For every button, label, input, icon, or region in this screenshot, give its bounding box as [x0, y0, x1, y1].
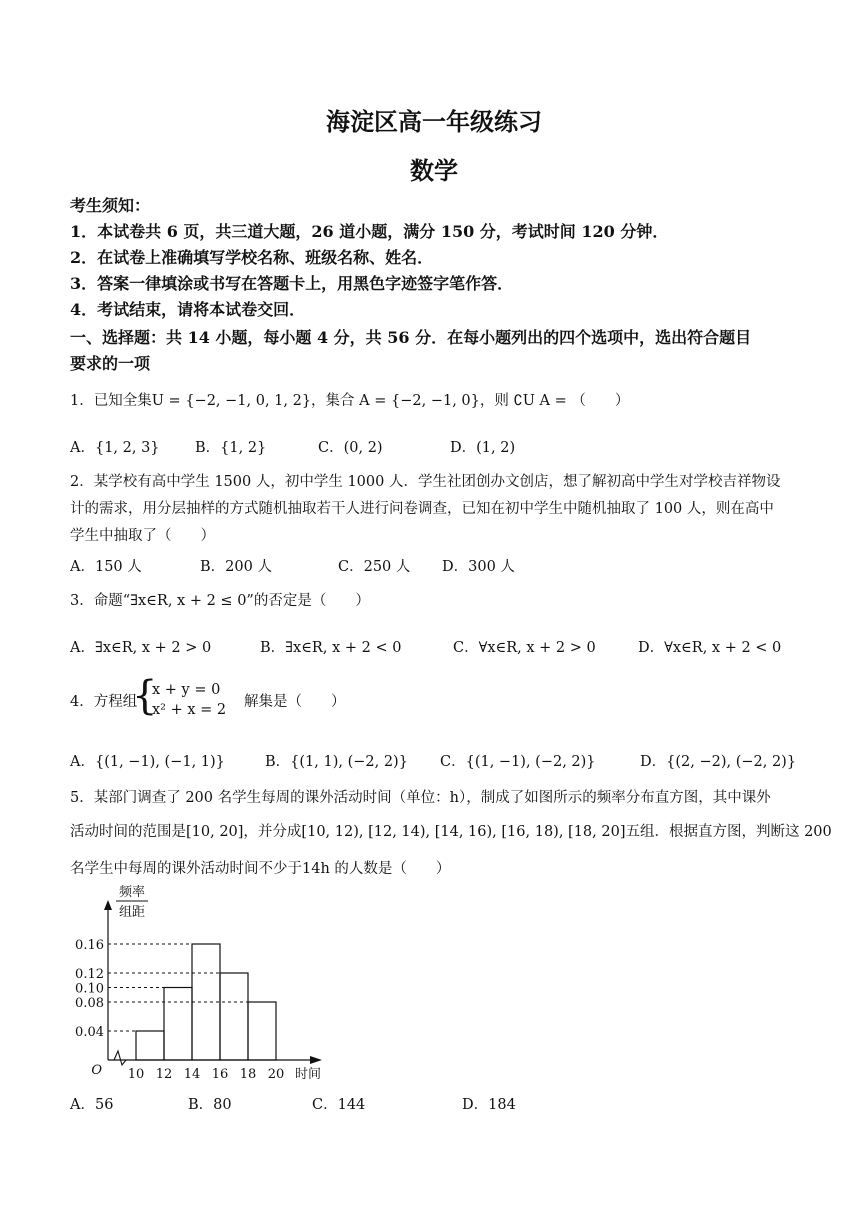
y-tick-label-1: 0.08: [75, 996, 104, 1011]
q4-option-a[interactable]: A．{(1, −1), (−1, 1)}: [70, 754, 225, 770]
y-axis-arrow: [104, 900, 112, 910]
x-axis-label: 时间: [294, 1067, 322, 1082]
q2-stem-line2: 计的需求，用分层抽样的方式随机抽取若干人进行问卷调查，已知在初中学生中随机抽取了 100 人，则在高中: [70, 501, 774, 517]
histogram-bar-4: [248, 1002, 276, 1060]
y-tick-label-4: 0.16: [75, 938, 104, 953]
q3-option-a[interactable]: A．∃x∈R, x + 2 > 0: [70, 640, 212, 656]
q2-option-c[interactable]: C．250 人: [338, 559, 411, 575]
q5-option-d[interactable]: D．184: [462, 1097, 516, 1113]
q2-option-b[interactable]: B．200 人: [200, 559, 272, 575]
notice-item-3: 3．答案一律填涂或书写在答题卡上，用黑色字迹签字笔作答．: [70, 274, 514, 293]
y-tick-label-3: 0.12: [75, 967, 104, 982]
q1-option-b[interactable]: B．{1, 2}: [195, 440, 267, 456]
q5-option-c[interactable]: C．144: [312, 1097, 366, 1113]
q3-option-b[interactable]: B．∃x∈R, x + 2 < 0: [260, 640, 402, 656]
y-axis-label-bottom: 组距: [118, 905, 146, 920]
q4-equation-2: x² + x = 2: [152, 702, 227, 718]
axis-break-mark: [114, 1051, 126, 1065]
q4-brace: {: [132, 673, 158, 719]
q5-stem-line3: 名学生中每周的课外活动时间不少于14h 的人数是（ ）: [70, 861, 451, 877]
y-tick-label-2: 0.10: [75, 981, 104, 997]
q3-option-d[interactable]: D．∀x∈R, x + 2 < 0: [638, 640, 782, 656]
q1-option-c[interactable]: C．(0, 2): [318, 440, 383, 456]
y-tick-label-0: 0.04: [75, 1025, 104, 1040]
x-tick-label-2: 14: [183, 1067, 201, 1082]
q2-option-a[interactable]: A．150 人: [70, 559, 142, 575]
q5-option-a[interactable]: A．56: [70, 1097, 114, 1113]
histogram-axes: [104, 900, 322, 1065]
q2-stem-line3: 学生中抽取了（ ）: [70, 528, 215, 544]
q4-option-d[interactable]: D．{(2, −2), (−2, 2)}: [640, 754, 797, 770]
section-heading-line2: 要求的一项: [70, 354, 151, 373]
histogram-bar-1: [164, 988, 192, 1061]
x-axis-arrow: [310, 1056, 322, 1064]
q3-stem: 3．命题“∃x∈R, x + 2 ≤ 0”的否定是（ ）: [70, 593, 370, 609]
histogram-labels: [75, 884, 321, 1082]
q1-option-d[interactable]: D．(1, 2): [450, 440, 516, 456]
q2-option-d[interactable]: D．300 人: [442, 559, 515, 575]
q4-option-b[interactable]: B．{(1, 1), (−2, 2)}: [265, 754, 408, 770]
x-tick-label-1: 12: [155, 1067, 173, 1082]
origin-label: O: [91, 1063, 102, 1078]
exam-title: 海淀区高一年级练习: [326, 107, 542, 136]
notice-heading: 考生须知：: [70, 196, 151, 215]
notice-item-1: 1．本试卷共 6 页，共三道大题，26 道小题，满分 150 分，考试时间 120 分钟．: [70, 222, 669, 241]
q1-option-a[interactable]: A．{1, 2, 3}: [70, 440, 160, 456]
histogram-bar-0: [136, 1031, 164, 1060]
q3-option-c[interactable]: C．∀x∈R, x + 2 > 0: [453, 640, 596, 656]
x-tick-label-3: 16: [211, 1067, 229, 1082]
q5-stem-line1: 5．某部门调查了 200 名学生每周的课外活动时间（单位：h），制成了如图所示的频率分布直方图，其中课外: [70, 790, 771, 806]
histogram-bar-3: [220, 973, 248, 1060]
y-axis-label-top: 频率: [118, 885, 146, 900]
q5-stem-line2: 活动时间的范围是[10, 20]，并分成[10, 12), [12, 14), [14, 16), [16, 18), [18, 20]五组．根据直方图，判断这 200: [70, 824, 832, 840]
q4-equation-1: x + y = 0: [152, 682, 221, 698]
q4-suffix: 解集是（ ）: [244, 694, 346, 710]
notice-item-4: 4．考试结束，请将本试卷交回．: [70, 300, 306, 319]
q4-prefix: 4．方程组: [70, 694, 138, 710]
q5-option-b[interactable]: B．80: [188, 1097, 232, 1113]
frequency-histogram: [60, 880, 340, 1085]
x-tick-label-0: 10: [127, 1067, 145, 1082]
notice-item-2: 2．在试卷上准确填写学校名称、班级名称、姓名．: [70, 248, 434, 267]
section-heading-line1: 一、选择题：共 14 小题，每小题 4 分，共 56 分．在每小题列出的四个选项中，选出符合题目: [70, 328, 752, 347]
x-tick-label-4: 18: [239, 1067, 257, 1082]
q4-equation-system: [132, 673, 227, 720]
q4-option-c[interactable]: C．{(1, −1), (−2, 2)}: [440, 754, 596, 770]
subject-title: 数学: [410, 156, 458, 185]
x-tick-label-5: 20: [267, 1067, 285, 1082]
q2-stem-line1: 2．某学校有高中学生 1500 人，初中学生 1000 人．学生社团创办文创店，想了解初高中学生对学校吉祥物设: [70, 474, 781, 490]
q1-stem: 1．已知全集U = {−2, −1, 0, 1, 2}，集合 A = {−2, −1, 0}，则 ∁U A = （ ）: [70, 393, 630, 409]
